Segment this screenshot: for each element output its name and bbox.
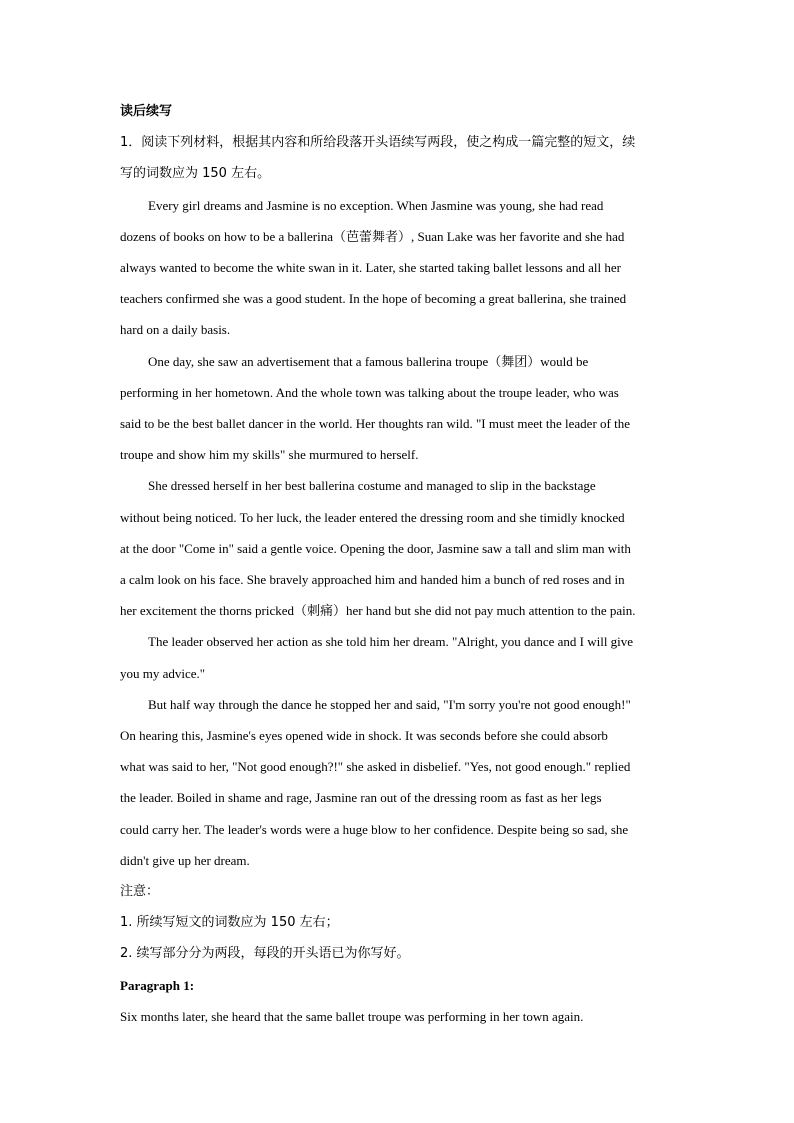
story-p5-line: could carry her. The leader's words were a huge blow to her confidence. Despite being so sad, she [120,821,629,837]
notes-title: 注意： [120,884,160,900]
story-p5-line: But half way through the dance he stopped her and said, "I'm sorry you're not good enough!" [148,696,631,712]
story-p2-line: said to be the best ballet dancer in the world. Her thoughts ran wild. "I must meet the leader of the [120,416,630,432]
paragraph1-label: Paragraph 1: [120,977,195,993]
task-number: 1． [120,135,142,151]
story-p2-line: performing in her hometown. And the whole town was talking about the troupe leader, who was [120,384,619,400]
story-p3-line: her excitement the thorns pricked（刺痛）her hand but she did not pay much attention to the pain. [120,603,636,619]
paragraph1-opening: Six months later, she heard that the same ballet troupe was performing in her town again. [120,1008,584,1024]
notes-item: 2. 续写部分分为两段，每段的开头语已为你写好。 [120,946,410,962]
story-p1-line: always wanted to become the white swan in it. Later, she started taking ballet lessons and all her [120,260,621,276]
task-instruction-line-2: 写的词数应为 150 左右。 [120,166,271,182]
document-page [120,96,680,1032]
story-p3-line: without being noticed. To her luck, the leader entered the dressing room and she timidly knocked [120,509,625,525]
story-p5-line: the leader. Boiled in shame and rage, Jasmine ran out of the dressing room as fast as her legs [120,790,602,806]
story-p5-line: what was said to her, "Not good enough?!" she asked in disbelief. "Yes, not good enough." replied [120,759,631,775]
story-p4-line: you my advice." [120,665,206,681]
story-p5-line: didn't give up her dream. [120,852,250,868]
story-p2-line: One day, she saw an advertisement that a famous ballerina troupe（舞团）would be [148,353,589,369]
story-p1-line: teachers confirmed she was a good student. In the hope of becoming a great ballerina, she trained [120,291,627,307]
story-p5-line: On hearing this, Jasmine's eyes opened wide in shock. It was seconds before she could absorb [120,728,608,744]
story-p3-line: a calm look on his face. She bravely approached him and handed him a bunch of red roses and in [120,572,625,588]
section-title: 读后续写 [120,104,173,119]
story-p3-line: She dressed herself in her best ballerina costume and managed to slip in the backstage [148,478,596,494]
story-p3-line: at the door "Come in" said a gentle voice. Opening the door, Jasmine saw a tall and slim man with [120,540,631,556]
task-instruction-line-1 [120,127,680,158]
notes-item: 1. 所续写短文的词数应为 150 左右； [120,915,339,931]
story-p1-line: dozens of books on how to be a ballerina（芭蕾舞者）, Suan Lake was her favorite and she had [120,228,625,244]
task-instruction-text: 阅读下列材料，根据其内容和所给段落开头语续写两段，使之构成一篇完整的短文，续 [141,135,636,151]
story-p2-line: troupe and show him my skills" she murmured to herself. [120,447,419,463]
story-p4-line: The leader observed her action as she told him her dream. "Alright, you dance and I will give [148,634,634,650]
story-p1-line: Every girl dreams and Jasmine is no exception. When Jasmine was young, she had read [148,197,604,213]
story-p1-line: hard on a daily basis. [120,322,231,338]
